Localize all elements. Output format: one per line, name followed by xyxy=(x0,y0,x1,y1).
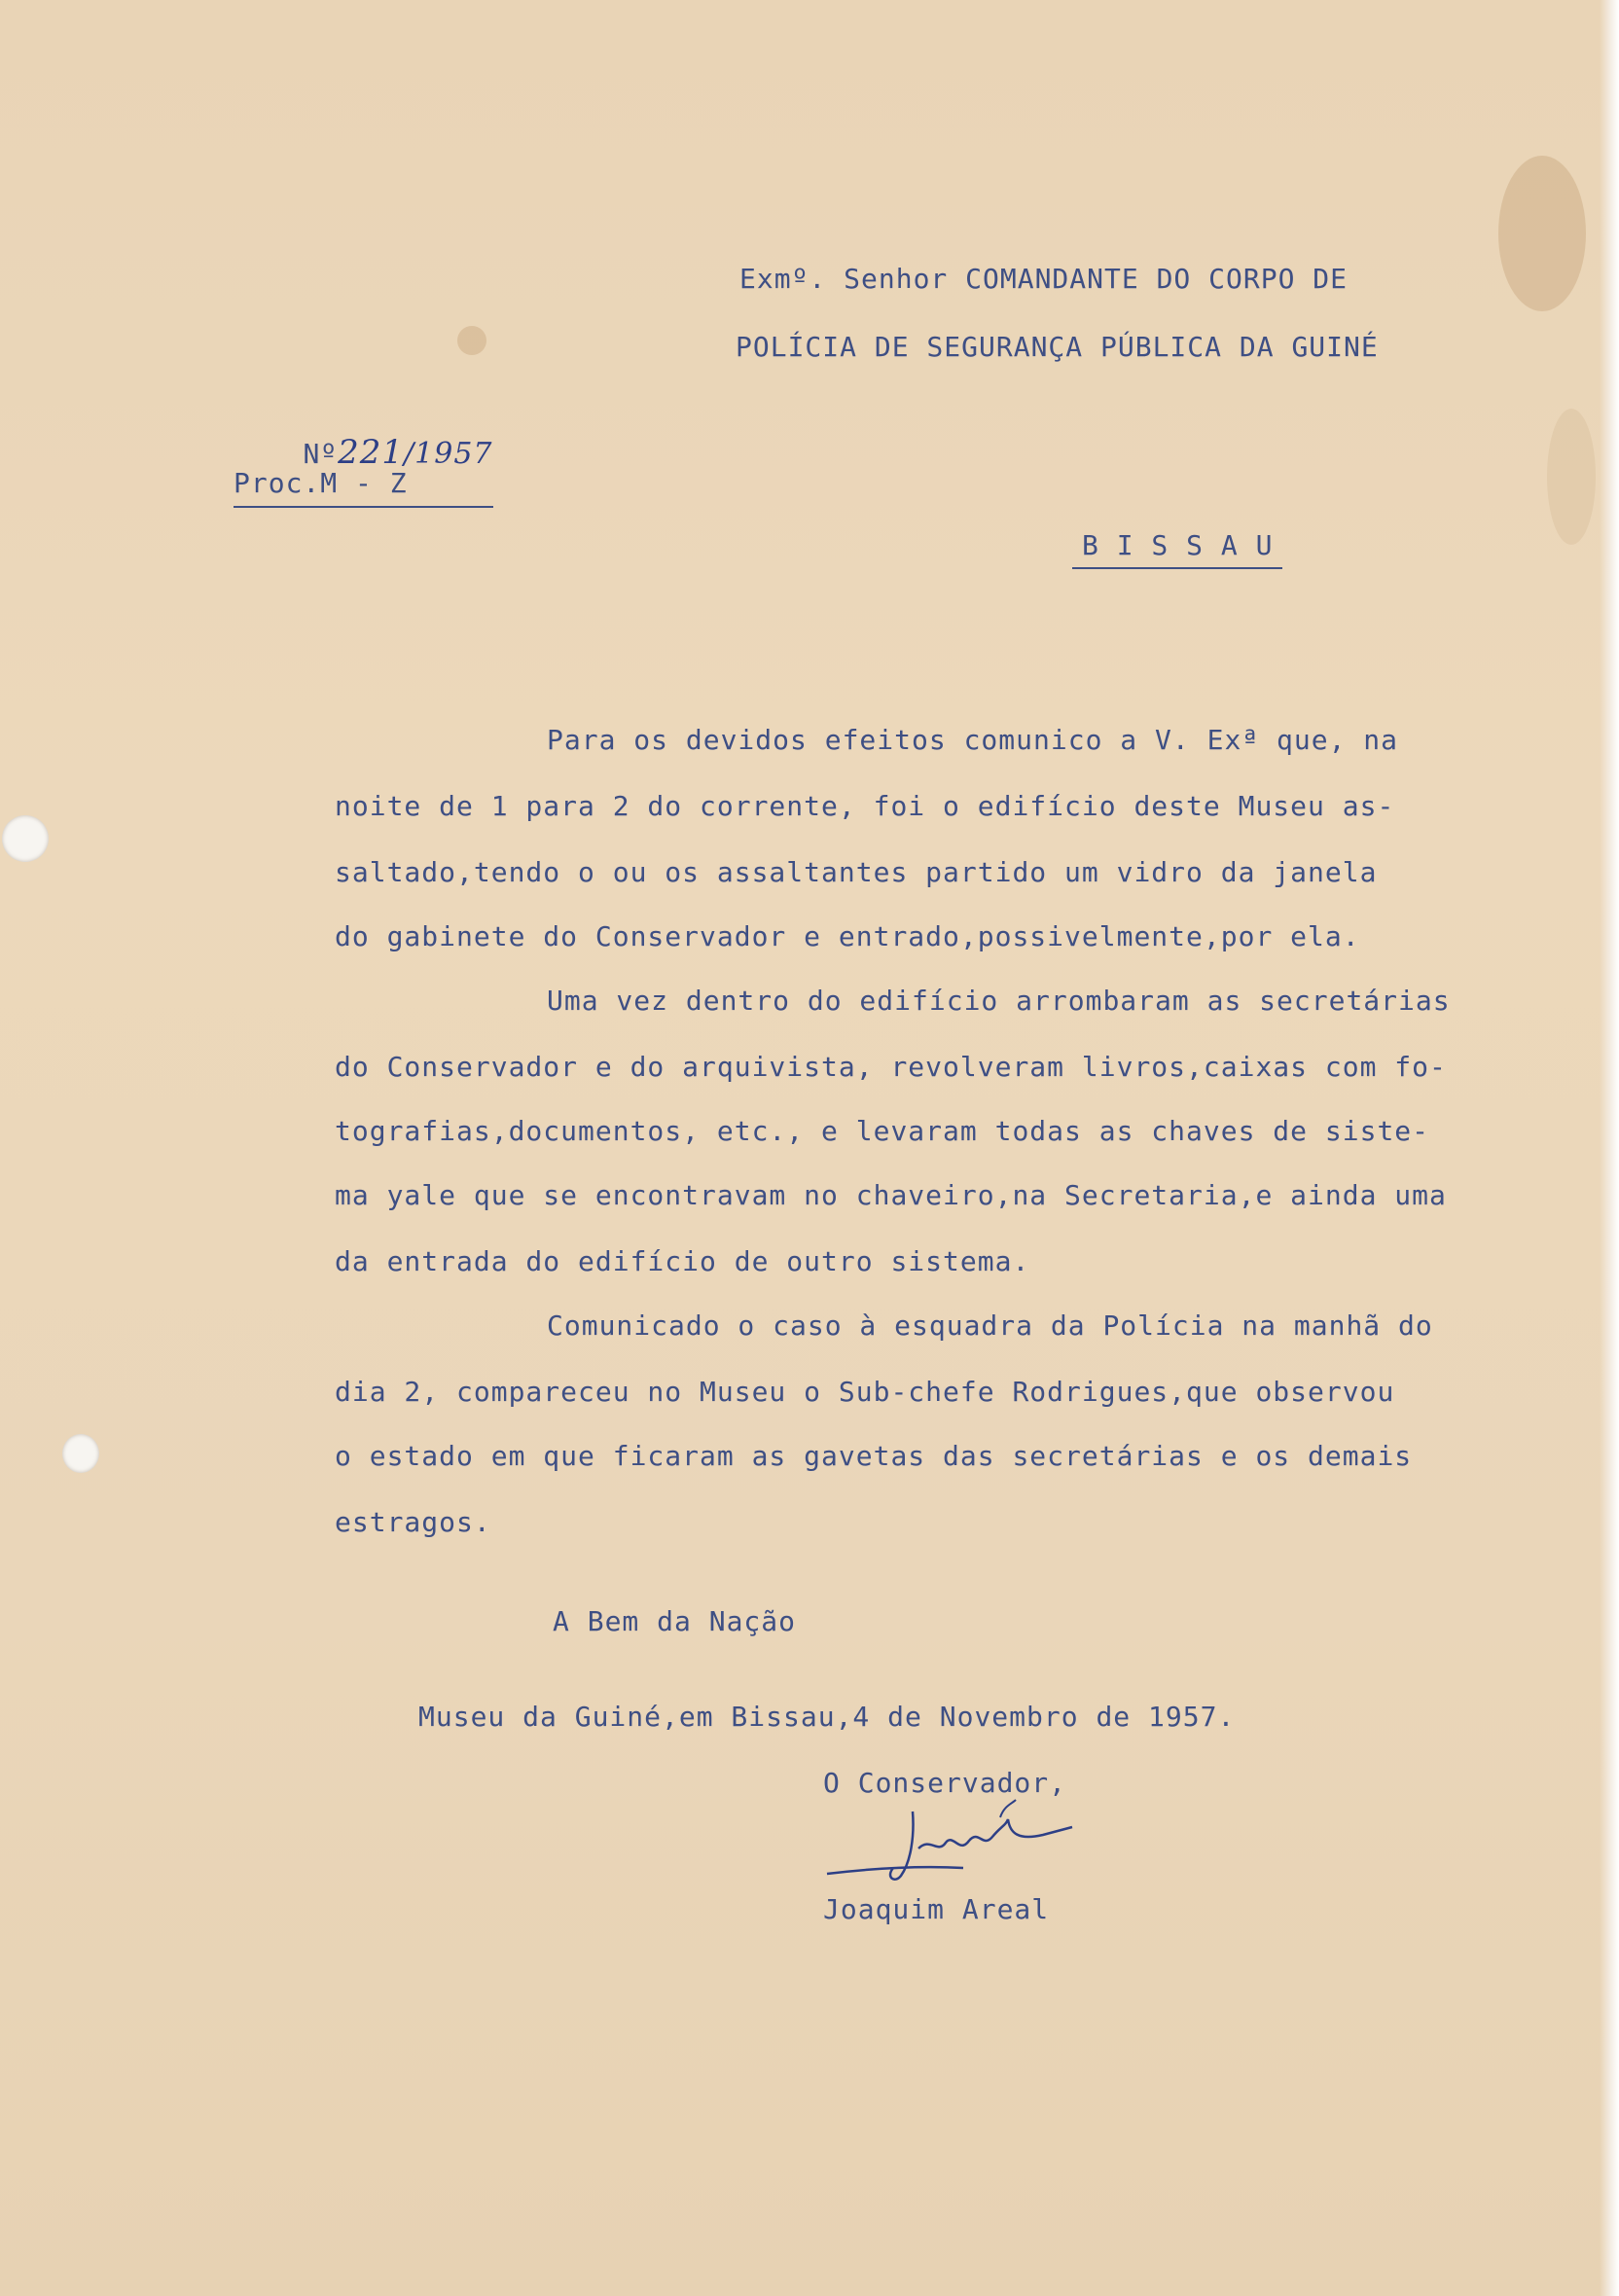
reference-number-year: /1957 xyxy=(404,437,493,471)
body-line: ma yale que se encontravam no chaveiro,na Secretaria,e ainda uma xyxy=(335,1179,1447,1211)
body-line: tografias,documentos, etc., e levaram todas as chaves de siste- xyxy=(335,1115,1430,1147)
addressee-line-2: POLÍCIA DE SEGURANÇA PÚBLICA DA GUINÉ xyxy=(736,331,1379,363)
city-heading: B I S S A U xyxy=(1072,529,1282,569)
body-line: dia 2, compareceu no Museu o Sub-chefe Rodrigues,que observou xyxy=(335,1376,1395,1408)
process-reference: Proc.M - Z xyxy=(234,467,408,499)
addressee-line-1: Exmº. Senhor COMANDANTE DO CORPO DE xyxy=(739,263,1349,295)
paper-stain xyxy=(1547,409,1596,545)
body-line: o estado em que ficaram as gavetas das secretárias e os demais xyxy=(335,1440,1413,1472)
body-line: noite de 1 para 2 do corrente, foi o edifício deste Museu as- xyxy=(335,790,1395,822)
body-line: do gabinete do Conservador e entrado,possivelmente,por ela. xyxy=(335,920,1360,952)
body-line: Para os devidos efeitos comunico a V. Exª que, na xyxy=(547,724,1399,756)
punch-hole xyxy=(2,815,49,862)
body-line: Comunicado o caso à esquadra da Polícia na manhã do xyxy=(547,1309,1433,1342)
reference-number-prefix: Nº xyxy=(303,438,339,470)
signatory-name: Joaquim Areal xyxy=(823,1893,1050,1925)
paper-stain xyxy=(1498,156,1586,311)
closing-title: O Conservador, xyxy=(823,1767,1067,1799)
body-line: estragos. xyxy=(335,1506,491,1538)
body-line: Uma vez dentro do edifício arrombaram as secretárias xyxy=(547,985,1451,1017)
closing-salutation: A Bem da Nação xyxy=(553,1605,797,1637)
paper-stain xyxy=(457,326,486,355)
closing-place-date: Museu da Guiné,em Bissau,4 de Novembro de 1957. xyxy=(418,1701,1236,1733)
punch-hole xyxy=(62,1434,99,1473)
body-line: da entrada do edifício de outro sistema. xyxy=(335,1245,1030,1277)
reference-number-handwritten: 221 xyxy=(338,433,405,472)
body-line: do Conservador e do arquivista, revolveram livros,caixas com fo- xyxy=(335,1051,1447,1083)
body-line: saltado,tendo o ou os assaltantes partido um vidro da janela xyxy=(335,856,1378,888)
